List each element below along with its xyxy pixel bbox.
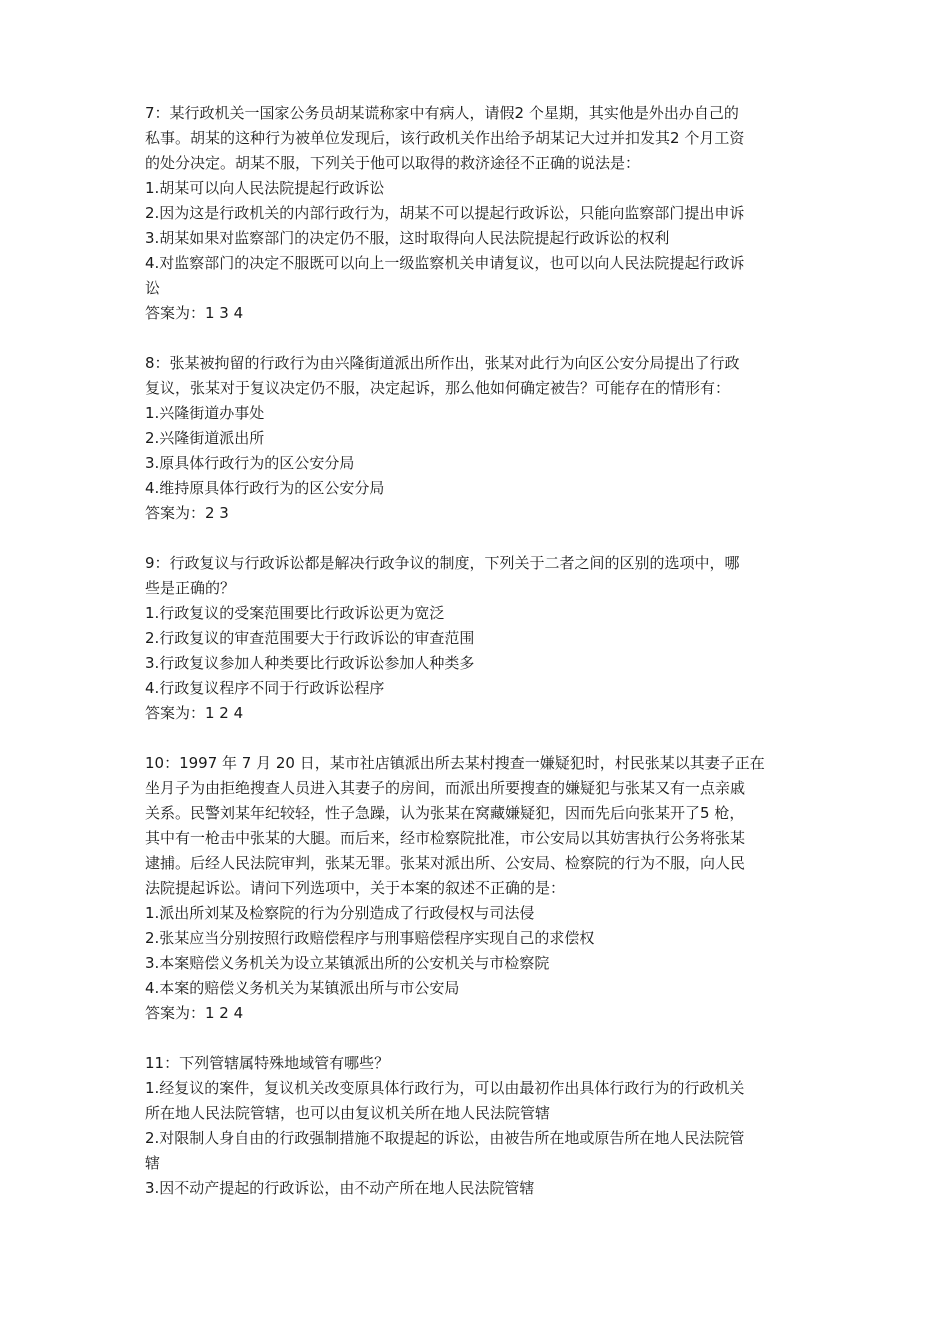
option-line: 3.本案赔偿义务机关为设立某镇派出所的公安机关与市检察院 bbox=[145, 954, 550, 972]
question-7 bbox=[145, 101, 825, 326]
answer-line: 答案为：1 2 4 bbox=[145, 704, 244, 722]
question-9 bbox=[145, 551, 825, 726]
option-line: 辖 bbox=[145, 1154, 161, 1172]
question-stem-line: 的处分决定。胡某不服，下列关于他可以取得的救济途径不正确的说法是： bbox=[145, 154, 641, 172]
question-stem-line: 些是正确的？ bbox=[145, 579, 236, 597]
answer-line: 答案为：1 2 4 bbox=[145, 1004, 244, 1022]
option-line: 所在地人民法院管辖，也可以由复议机关所在地人民法院管辖 bbox=[145, 1104, 551, 1122]
option-line: 1.胡某可以向人民法院提起行政诉讼 bbox=[145, 179, 385, 197]
question-stem-line: 逮捕。后经人民法院审判，张某无罪。张某对派出所、公安局、检察院的行为不服，向人民 bbox=[145, 854, 746, 872]
question-stem-line: 其中有一枪击中张某的大腿。而后来，经市检察院批准，市公安局以其妨害执行公务将张某 bbox=[145, 829, 746, 847]
option-line: 3.原具体行政行为的区公安分局 bbox=[145, 454, 355, 472]
option-line: 3.行政复议参加人种类要比行政诉讼参加人种类多 bbox=[145, 654, 475, 672]
option-line: 4.本案的赔偿义务机关为某镇派出所与市公安局 bbox=[145, 979, 460, 997]
option-line: 2.行政复议的审查范围要大于行政诉讼的审查范围 bbox=[145, 629, 475, 647]
question-stem-line: 7：某行政机关一国家公务员胡某谎称家中有病人，请假2 个星期，其实他是外出办自己的 bbox=[145, 104, 739, 122]
option-line: 4.对监察部门的决定不服既可以向上一级监察机关申请复议，也可以向人民法院提起行政诉 bbox=[145, 254, 745, 272]
document-body bbox=[145, 101, 825, 1226]
option-line: 1.兴隆街道办事处 bbox=[145, 404, 265, 422]
question-stem-line: 私事。胡某的这种行为被单位发现后，该行政机关作出给予胡某记大过并扣发其2 个月工资 bbox=[145, 129, 745, 147]
question-stem-line: 11：下列管辖属特殊地域管有哪些？ bbox=[145, 1054, 390, 1072]
question-stem-line: 9：行政复议与行政诉讼都是解决行政争议的制度，下列关于二者之间的区别的选项中，哪 bbox=[145, 554, 740, 572]
option-line: 2.张某应当分别按照行政赔偿程序与刑事赔偿程序实现自己的求偿权 bbox=[145, 929, 595, 947]
question-stem-line: 关系。民警刘某年纪较轻，性子急躁，认为张某在窝藏嫌疑犯，因而先后向张某开了5 枪， bbox=[145, 804, 745, 822]
question-stem-line: 10：1997 年 7 月 20 日，某市社店镇派出所去某村搜查一嫌疑犯时，村民张某以其妻子正在 bbox=[145, 754, 765, 772]
option-line: 4.维持原具体行政行为的区公安分局 bbox=[145, 479, 385, 497]
question-10 bbox=[145, 751, 825, 1026]
question-11 bbox=[145, 1051, 825, 1201]
answer-line: 答案为：2 3 bbox=[145, 504, 229, 522]
option-line: 2.兴隆街道派出所 bbox=[145, 429, 265, 447]
question-stem-line: 法院提起诉讼。请问下列选项中，关于本案的叙述不正确的是： bbox=[145, 879, 566, 897]
option-line: 2.因为这是行政机关的内部行政行为，胡某不可以提起行政诉讼，只能向监察部门提出申诉 bbox=[145, 204, 745, 222]
question-stem-line: 坐月子为由拒绝搜查人员进入其妻子的房间，而派出所要搜查的嫌疑犯与张某又有一点亲戚 bbox=[145, 779, 746, 797]
question-stem-line: 8：张某被拘留的行政行为由兴隆街道派出所作出，张某对此行为向区公安分局提出了行政 bbox=[145, 354, 740, 372]
option-line: 3.胡某如果对监察部门的决定仍不服，这时取得向人民法院提起行政诉讼的权利 bbox=[145, 229, 670, 247]
option-line: 3.因不动产提起的行政诉讼，由不动产所在地人民法院管辖 bbox=[145, 1179, 535, 1197]
answer-line: 答案为：1 3 4 bbox=[145, 304, 244, 322]
option-line: 讼 bbox=[145, 279, 161, 297]
option-line: 1.行政复议的受案范围要比行政诉讼更为宽泛 bbox=[145, 604, 445, 622]
option-line: 2.对限制人身自由的行政强制措施不取提起的诉讼，由被告所在地或原告所在地人民法院管 bbox=[145, 1129, 745, 1147]
option-line: 1.派出所刘某及检察院的行为分别造成了行政侵权与司法侵 bbox=[145, 904, 535, 922]
question-8 bbox=[145, 351, 825, 526]
option-line: 4.行政复议程序不同于行政诉讼程序 bbox=[145, 679, 385, 697]
question-stem-line: 复议，张某对于复议决定仍不服，决定起诉，那么他如何确定被告？可能存在的情形有： bbox=[145, 379, 731, 397]
option-line: 1.经复议的案件，复议机关改变原具体行政行为，可以由最初作出具体行政行为的行政机关 bbox=[145, 1079, 745, 1097]
